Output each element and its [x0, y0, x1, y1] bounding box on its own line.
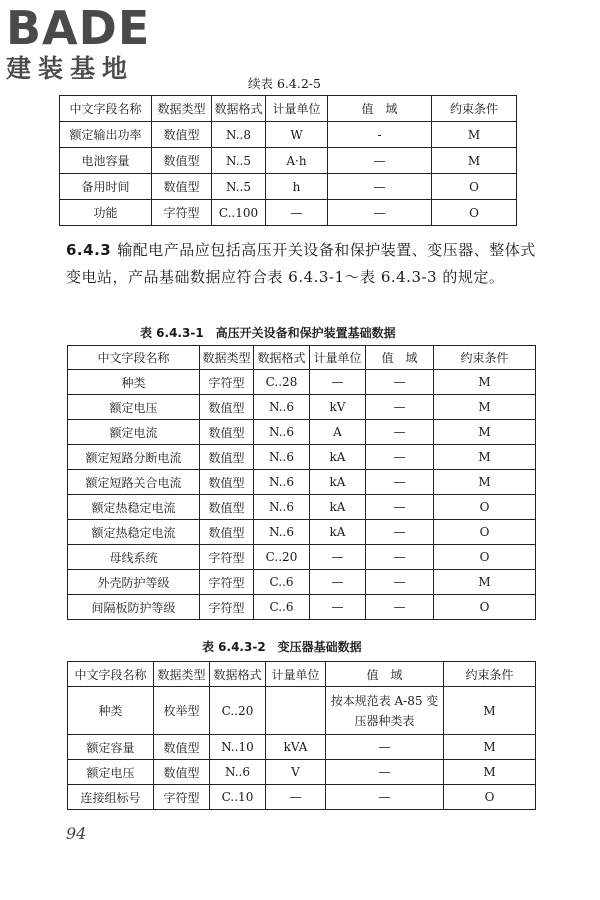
- table-cell: W: [266, 122, 328, 148]
- table-cell: M: [434, 370, 536, 395]
- table3-caption: 表 6.4.3-2 变压器基础数据: [202, 640, 362, 654]
- table-cell: M: [432, 122, 517, 148]
- table-cell: 字符型: [200, 570, 254, 595]
- table-cell: 间隔板防护等级: [68, 595, 200, 620]
- table-cell: 种类: [68, 687, 154, 735]
- table-cell: —: [366, 545, 434, 570]
- table-cell: —: [266, 785, 326, 810]
- table2-header: 数据类型: [200, 346, 254, 370]
- table-cell: 数值型: [200, 520, 254, 545]
- table-cell: 数值型: [200, 445, 254, 470]
- table-cell: 数值型: [200, 420, 254, 445]
- table3-header-row: [68, 662, 536, 687]
- table-cell: 额定容量: [68, 735, 154, 760]
- table-cell: M: [432, 148, 517, 174]
- table-cell: —: [366, 470, 434, 495]
- table-cell: kV: [310, 395, 366, 420]
- table3-header: 约束条件: [444, 662, 536, 687]
- table-cell: 字符型: [200, 370, 254, 395]
- table-cell: N..6: [254, 395, 310, 420]
- table-cell: 电池容量: [60, 148, 152, 174]
- table-cell: —: [326, 785, 444, 810]
- table-cell: 备用时间: [60, 174, 152, 200]
- table-row: [68, 687, 536, 735]
- table1-header: 约束条件: [432, 96, 517, 122]
- table2-header: 值 域: [366, 346, 434, 370]
- table-cell: —: [366, 570, 434, 595]
- section-number: 6.4.3: [66, 241, 112, 259]
- table-cell: M: [444, 687, 536, 735]
- table-cell: O: [444, 785, 536, 810]
- table-cell: kVA: [266, 735, 326, 760]
- table-cell: N..6: [254, 470, 310, 495]
- table-cell: N..6: [254, 495, 310, 520]
- table-row: [68, 520, 536, 545]
- table-cell: 连接组标号: [68, 785, 154, 810]
- table-cell: —: [366, 395, 434, 420]
- table-cell: 额定短路分断电流: [68, 445, 200, 470]
- table-cell: M: [434, 445, 536, 470]
- table2-switchgear: [67, 345, 536, 620]
- table-cell: O: [434, 520, 536, 545]
- table-cell: 额定热稳定电流: [68, 520, 200, 545]
- table2-header: 中文字段名称: [68, 346, 200, 370]
- section-text: 输配电产品应包括高压开关设备和保护装置、变压器、整体式变电站，产品基础数据应符合表 6.4.3-1～表 6.4.3-3 的规定。: [66, 241, 536, 286]
- table2-header: 计量单位: [310, 346, 366, 370]
- table-cell: 数值型: [154, 735, 210, 760]
- table-cell: 额定电压: [68, 760, 154, 785]
- table-cell: —: [328, 174, 432, 200]
- table2-caption: 表 6.4.3-1 高压开关设备和保护装置基础数据: [140, 326, 396, 340]
- table-row: [68, 735, 536, 760]
- table-cell: 母线系统: [68, 545, 200, 570]
- table-row: [68, 445, 536, 470]
- table-cell: kA: [310, 445, 366, 470]
- table-cell: M: [434, 470, 536, 495]
- table-cell: C..6: [254, 570, 310, 595]
- table-cell: —: [310, 595, 366, 620]
- table1-continued: [59, 95, 517, 226]
- table-row: [68, 370, 536, 395]
- table-cell: 按本规范表 A-85 变压器种类表: [326, 687, 444, 735]
- table1-header: 数据格式: [212, 96, 266, 122]
- table-row: [60, 174, 517, 200]
- table-cell: M: [444, 760, 536, 785]
- table-cell: —: [326, 760, 444, 785]
- table-cell: kA: [310, 520, 366, 545]
- table-cell: N..8: [212, 122, 266, 148]
- table3-header: 值 域: [326, 662, 444, 687]
- table-row: [68, 785, 536, 810]
- table-cell: V: [266, 760, 326, 785]
- table-row: [60, 200, 517, 226]
- table-row: [68, 760, 536, 785]
- table-cell: —: [366, 420, 434, 445]
- table2-header: 约束条件: [434, 346, 536, 370]
- table-cell: C..28: [254, 370, 310, 395]
- table-cell: —: [310, 370, 366, 395]
- table-row: [68, 570, 536, 595]
- table-cell: -: [328, 122, 432, 148]
- table-cell: —: [366, 595, 434, 620]
- table-cell: —: [366, 370, 434, 395]
- table-row: [68, 395, 536, 420]
- table-cell: 额定短路关合电流: [68, 470, 200, 495]
- table-cell: A·h: [266, 148, 328, 174]
- table-cell: —: [366, 495, 434, 520]
- table-cell: kA: [310, 470, 366, 495]
- table-cell: C..6: [254, 595, 310, 620]
- table1-header: 值 域: [328, 96, 432, 122]
- table-cell: 数值型: [154, 760, 210, 785]
- table-cell: 数值型: [152, 174, 212, 200]
- table3-transformer: [67, 661, 536, 810]
- table-cell: C..20: [254, 545, 310, 570]
- table-row: [68, 545, 536, 570]
- table1-header: 中文字段名称: [60, 96, 152, 122]
- table-cell: —: [328, 148, 432, 174]
- table-cell: 功能: [60, 200, 152, 226]
- table-cell: 字符型: [154, 785, 210, 810]
- table-cell: M: [434, 570, 536, 595]
- table-cell: 字符型: [200, 545, 254, 570]
- table3-header: 数据类型: [154, 662, 210, 687]
- table-cell: 额定输出功率: [60, 122, 152, 148]
- table2-header-row: [68, 346, 536, 370]
- table-cell: O: [432, 200, 517, 226]
- table-cell: A: [310, 420, 366, 445]
- table-cell: 额定热稳定电流: [68, 495, 200, 520]
- table-cell: 枚举型: [154, 687, 210, 735]
- table-cell: 数值型: [152, 122, 212, 148]
- table-cell: C..20: [210, 687, 266, 735]
- table-cell: 额定电流: [68, 420, 200, 445]
- table-cell: —: [266, 200, 328, 226]
- table-cell: 字符型: [200, 595, 254, 620]
- table-cell: N..6: [254, 445, 310, 470]
- table-row: [68, 495, 536, 520]
- table-row: [68, 420, 536, 445]
- table-cell: N..10: [210, 735, 266, 760]
- table-cell: C..10: [210, 785, 266, 810]
- table-cell: C..100: [212, 200, 266, 226]
- table-cell: N..6: [254, 420, 310, 445]
- table-cell: M: [434, 420, 536, 445]
- table-cell: N..5: [212, 148, 266, 174]
- table-row: [68, 470, 536, 495]
- table-cell: M: [444, 735, 536, 760]
- table-cell: —: [366, 520, 434, 545]
- table1-header-row: [60, 96, 517, 122]
- logo-subtitle: 建装基地: [6, 54, 135, 83]
- table-cell: 数值型: [200, 470, 254, 495]
- table-cell: O: [434, 545, 536, 570]
- table-cell: 字符型: [152, 200, 212, 226]
- table-cell: M: [434, 395, 536, 420]
- table-cell: 数值型: [200, 395, 254, 420]
- table2-header: 数据格式: [254, 346, 310, 370]
- table-row: [60, 148, 517, 174]
- table-cell: 种类: [68, 370, 200, 395]
- table-cell: N..5: [212, 174, 266, 200]
- table-cell: 额定电压: [68, 395, 200, 420]
- table-cell: —: [310, 570, 366, 595]
- table-cell: 数值型: [200, 495, 254, 520]
- table-cell: O: [434, 495, 536, 520]
- table-cell: O: [434, 595, 536, 620]
- table-cell: N..6: [210, 760, 266, 785]
- table-cell: h: [266, 174, 328, 200]
- table-cell: N..6: [254, 520, 310, 545]
- bade-watermark-logo: [6, 1, 151, 84]
- table-cell: O: [432, 174, 517, 200]
- table-cell: 外壳防护等级: [68, 570, 200, 595]
- table-cell: [266, 687, 326, 735]
- table-cell: —: [310, 545, 366, 570]
- table-cell: kA: [310, 495, 366, 520]
- table3-header: 数据格式: [210, 662, 266, 687]
- table-cell: —: [366, 445, 434, 470]
- table-row: [68, 595, 536, 620]
- page-number: 94: [66, 824, 87, 843]
- table-cell: 数值型: [152, 148, 212, 174]
- table-row: [60, 122, 517, 148]
- table1-header: 计量单位: [266, 96, 328, 122]
- section-paragraph: [66, 237, 536, 291]
- table-cell: —: [328, 200, 432, 226]
- logo-word: BADE: [6, 1, 151, 55]
- table3-header: 中文字段名称: [68, 662, 154, 687]
- table1-header: 数据类型: [152, 96, 212, 122]
- table-cell: —: [326, 735, 444, 760]
- table1-caption: 续表 6.4.2-5: [248, 76, 321, 91]
- table3-header: 计量单位: [266, 662, 326, 687]
